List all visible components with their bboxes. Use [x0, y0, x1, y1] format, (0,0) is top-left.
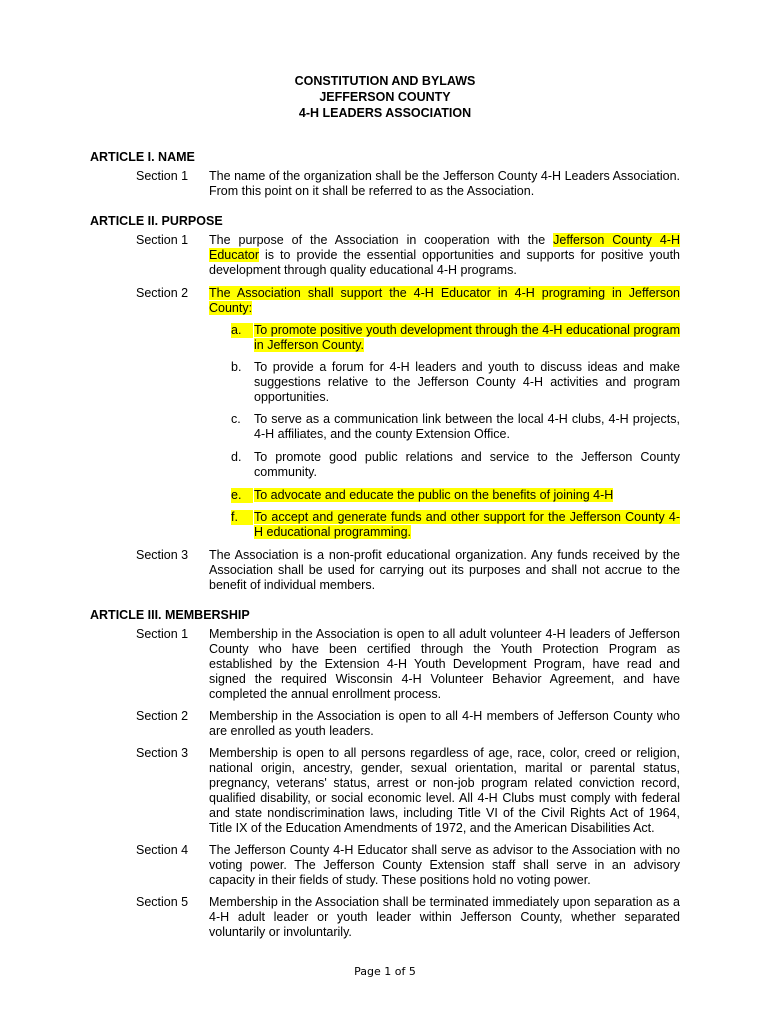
- section-text: Membership in the Association is open to all adult volunteer 4-H leaders of Jefferson County who have been certified through the Youth Protection Program as established by the Extension 4-H Youth Development Program, have read and signed the required Wisconsin 4-H Volunteer Behavior Agreement, and have completed the annual enrollment process.: [209, 627, 680, 701]
- article-3-section-1: [136, 627, 680, 702]
- section-label: Section 3: [136, 548, 189, 562]
- highlighted-text: To promote positive youth development through the 4-H educational program in Jefferson County.: [254, 323, 680, 352]
- list-letter: e.: [231, 488, 253, 503]
- section-text: The Jefferson County 4-H Educator shall serve as advisor to the Association with no voting power. The Jefferson County Extension staff shall serve in an advisory capacity in their fields of study. These positions hold no voting power.: [209, 843, 680, 887]
- article-1-section-1: [136, 169, 680, 199]
- section-text-part: The purpose of the Association in cooperation with the: [209, 233, 554, 247]
- article-3-heading: ARTICLE III. MEMBERSHIP: [90, 608, 250, 622]
- list-letter: d.: [231, 450, 242, 464]
- purpose-item-a: [231, 323, 680, 353]
- article-3-section-2: [136, 709, 680, 739]
- title-line-3: 4-H LEADERS ASSOCIATION: [298, 106, 472, 120]
- highlighted-text: The Association shall support the 4-H Educator in 4-H programing in Jefferson County:: [209, 286, 680, 315]
- article-2-section-1: [136, 233, 680, 278]
- list-letter: a.: [231, 323, 253, 338]
- list-text: To promote good public relations and service to the Jefferson County community.: [254, 450, 680, 479]
- title-line-2: JEFFERSON COUNTY: [319, 90, 451, 104]
- section-label: Section 1: [136, 233, 189, 247]
- page-number: Page 1 of 5: [354, 965, 416, 978]
- list-letter: b.: [231, 360, 242, 374]
- list-text: [254, 323, 680, 353]
- section-label: Section 1: [136, 169, 189, 183]
- article-2-section-2: [136, 286, 680, 316]
- article-3-section-4: [136, 843, 680, 888]
- article-2-section-3: [136, 548, 680, 593]
- section-text: The name of the organization shall be the Jefferson County 4-H Leaders Association. From this point on it shall be referred to as the Association.: [209, 169, 680, 198]
- document-title: [0, 73, 770, 121]
- highlighted-text: Jefferson County 4-H Educator: [209, 233, 680, 262]
- section-text: [209, 286, 680, 316]
- title-line-1: CONSTITUTION AND BYLAWS: [294, 74, 476, 88]
- section-label: Section 3: [136, 746, 189, 760]
- section-label: Section 5: [136, 895, 189, 909]
- article-3-section-3: [136, 746, 680, 836]
- list-letter: f.: [231, 510, 253, 525]
- purpose-item-e: [231, 488, 680, 503]
- highlighted-text: To advocate and educate the public on the benefits of joining 4-H: [254, 488, 614, 502]
- purpose-item-b: [231, 360, 680, 405]
- section-text: Membership is open to all persons regardless of age, race, color, creed or religion, national origin, ancestry, gender, sexual orientation, marital or parental status, pregnancy, veterans' status, arrest or non-job program related conviction record, qualified disability, or social economic level. All 4-H Clubs must comply with federal and state nondiscrimination laws, including Title VI of the Civil Rights Act of 1964, Title IX of the Education Amendments of 1972, and the American Disabilities Act.: [209, 746, 680, 835]
- section-label: Section 1: [136, 627, 189, 641]
- section-label: Section 2: [136, 286, 189, 300]
- list-text: To serve as a communication link between the local 4-H clubs, 4-H projects, 4-H affiliates, and the county Extension Office.: [254, 412, 680, 441]
- article-2-heading: ARTICLE II. PURPOSE: [90, 214, 223, 228]
- section-label: Section 4: [136, 843, 189, 857]
- article-1-heading: ARTICLE I. NAME: [90, 150, 195, 164]
- purpose-item-f: [231, 510, 680, 540]
- article-3-section-5: [136, 895, 680, 940]
- section-text: The Association is a non-profit educational organization. Any funds received by the Association shall be used for carrying out its purposes and shall not accrue to the benefit of individual members.: [209, 548, 680, 592]
- purpose-item-d: [231, 450, 680, 480]
- list-letter: c.: [231, 412, 241, 426]
- section-text: [209, 233, 680, 278]
- list-text: [254, 488, 680, 503]
- section-text: Membership in the Association is open to all 4-H members of Jefferson County who are enrolled as youth leaders.: [209, 709, 680, 738]
- highlighted-text: To accept and generate funds and other support for the Jefferson County 4-H educational programming.: [254, 510, 680, 539]
- purpose-item-c: [231, 412, 680, 442]
- list-text: To provide a forum for 4-H leaders and youth to discuss ideas and make suggestions relative to the Jefferson County 4-H activities and program opportunities.: [254, 360, 680, 404]
- section-label: Section 2: [136, 709, 189, 723]
- list-text: [254, 510, 680, 540]
- section-text-part: is to provide the essential opportunities and supports for positive youth development through quality educational 4-H programs.: [209, 248, 680, 277]
- section-text: Membership in the Association shall be terminated immediately upon separation as a 4-H adult leader or youth leader within Jefferson County, whether separated voluntarily or involuntarily.: [209, 895, 680, 939]
